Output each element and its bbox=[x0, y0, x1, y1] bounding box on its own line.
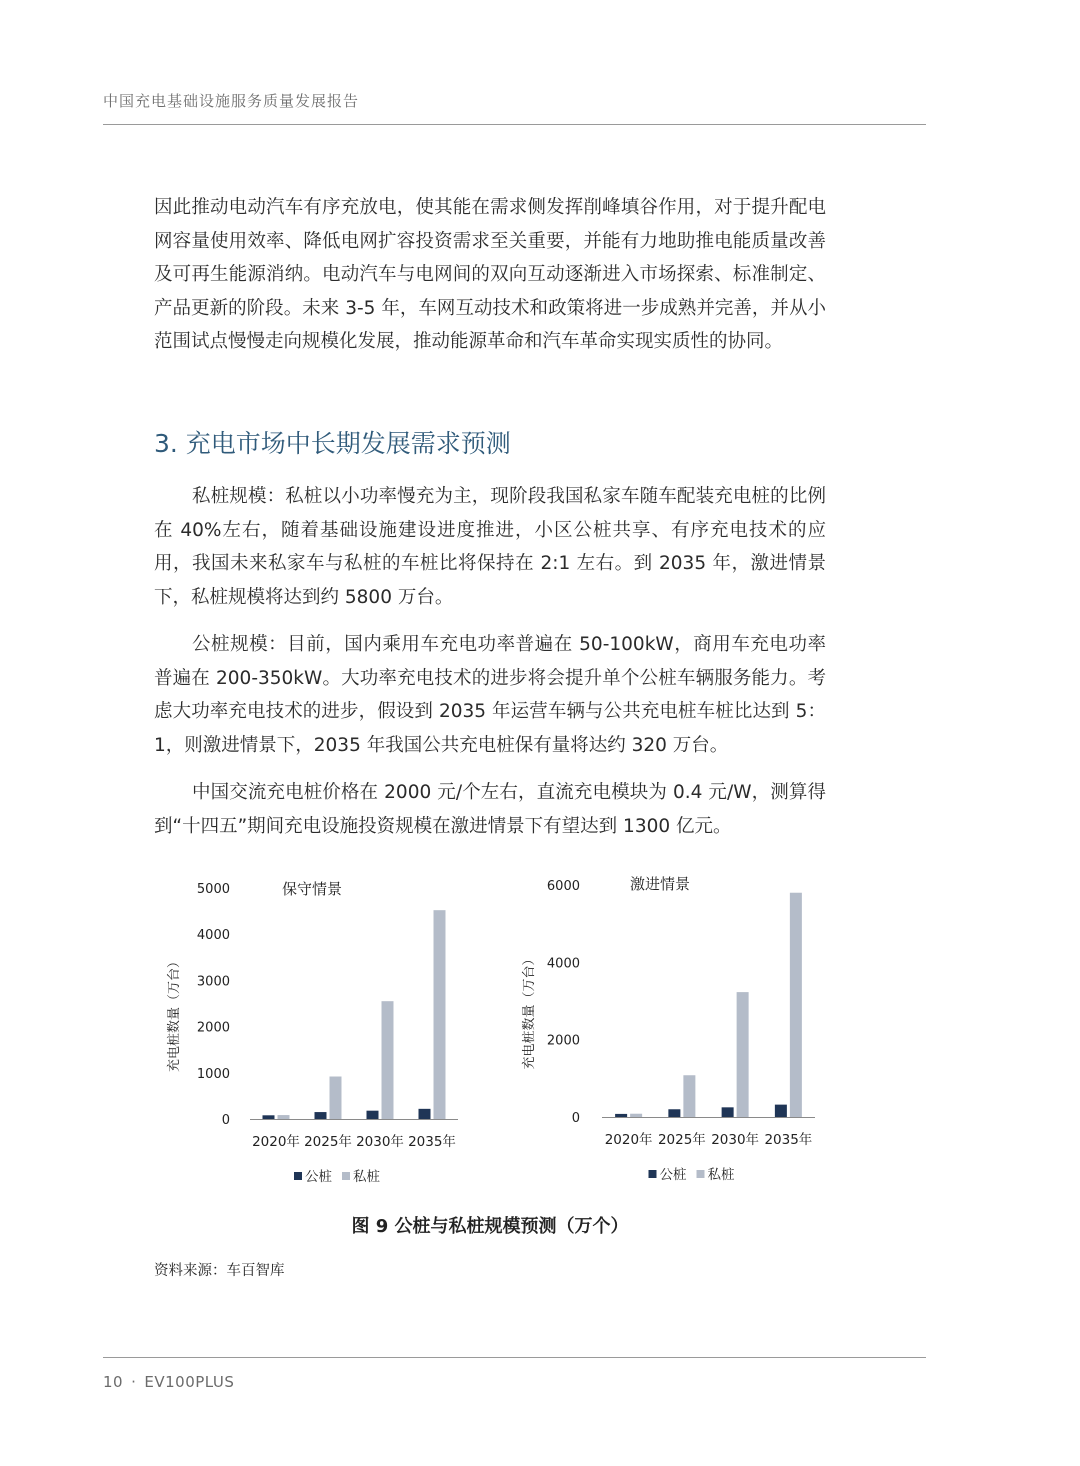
paragraph-intro: 因此推动电动汽车有序充放电，使其能在需求侧发挥削峰填谷作用，对于提升配电网容量使用效率、降低电网扩容投资需求至关重要，并能有力地助推电能质量改善及可再生能源消纳。电动汽车与电网间的双向互动逐渐进入市场探索、标准制定、产品更新的阶段。未来 3-5 年，车网互动技术和政策将进一步成熟并完善，并从小范围试点慢慢走向规模化发展，推动能源革命和汽车革命实现实质性的协同。 bbox=[154, 197, 826, 353]
x-tick-label: 2030年 bbox=[356, 1134, 404, 1150]
y-axis-label: 充电桩数量（万台） bbox=[167, 954, 182, 1073]
section-title: 3. 充电市场中长期发展需求预测 bbox=[154, 429, 511, 458]
bar-public-2 bbox=[315, 1112, 327, 1119]
footer bbox=[103, 1373, 234, 1391]
x-tick-label: 2025年 bbox=[657, 1132, 706, 1148]
x-tick-label: 2035年 bbox=[764, 1132, 813, 1148]
header-title: 中国充电基础设施服务质量发展报告 bbox=[103, 92, 360, 110]
bar-public-4 bbox=[419, 1109, 431, 1119]
legend-label: 公桩 bbox=[659, 1167, 687, 1183]
bar-private-1 bbox=[630, 1114, 642, 1117]
source-note: 资料来源：车百智库 bbox=[154, 1263, 285, 1279]
bar-public-2 bbox=[668, 1109, 680, 1117]
x-tick-label: 2025年 bbox=[304, 1134, 352, 1150]
paragraph-private-piles: 私桩规模：私桩以小功率慢充为主，现阶段我国私家车随车配装充电桩的比例在 40%左右，随着基础设施建设进度推进，小区公桩共享、有序充电技术的应用，我国未来私家车与私桩的车桩比将保持在 2:1 左右。到 2035 年，激进情景下，私桩规模将达到约 5800 万台。 bbox=[154, 486, 826, 608]
paragraph-public-piles: 公桩规模：目前，国内乘用车充电功率普遍在 50-100kW，商用车充电功率普遍在 200-350kW。大功率充电技术的进步将会提升单个公桩车辆服务能力。考虑大功率充电技术的进步，假设到 2035 年运营车辆与公共充电桩车桩比达到 5：1，则激进情景下，2035 年我国公共充电桩保有量将达约 320 万台。 bbox=[154, 634, 826, 756]
y-axis-label: 充电桩数量（万台） bbox=[522, 952, 537, 1070]
footer-divider bbox=[103, 1357, 926, 1358]
legend-swatch-private bbox=[697, 1170, 705, 1178]
legend-label: 私桩 bbox=[353, 1169, 380, 1185]
bar-public-3 bbox=[722, 1107, 734, 1117]
y-tick-label: 4000 bbox=[546, 956, 580, 972]
legend-label: 私桩 bbox=[707, 1167, 735, 1183]
chart-title: 保守情景 bbox=[282, 880, 343, 898]
y-tick-label: 0 bbox=[571, 1111, 580, 1126]
legend-label: 公桩 bbox=[305, 1169, 332, 1185]
bar-private-3 bbox=[737, 992, 749, 1117]
y-tick-label: 5000 bbox=[196, 882, 230, 897]
bar-private-2 bbox=[330, 1076, 342, 1119]
bar-private-2 bbox=[683, 1075, 695, 1117]
footer-separator: · bbox=[131, 1373, 137, 1391]
chart-conservative bbox=[150, 860, 480, 1200]
paragraph-investment: 中国交流充电桩价格在 2000 元/个左右，直流充电模块为 0.4 元/W，测算得到“十四五”期间充电设施投资规模在激进情景下有望达到 1300 亿元。 bbox=[154, 782, 826, 837]
bar-private-3 bbox=[382, 1001, 394, 1119]
legend-swatch-private bbox=[342, 1172, 350, 1180]
bar-public-1 bbox=[615, 1114, 627, 1117]
x-tick-label: 2035年 bbox=[408, 1134, 456, 1150]
y-tick-label: 0 bbox=[221, 1113, 230, 1128]
figure-caption: 图 9 公桩与私桩规模预测（万个） bbox=[351, 1216, 629, 1237]
header-divider bbox=[103, 124, 926, 125]
chart-aggressive bbox=[505, 860, 835, 1200]
bar-private-4 bbox=[434, 910, 446, 1119]
x-tick-label: 2020年 bbox=[604, 1132, 653, 1148]
y-tick-label: 2000 bbox=[546, 1033, 580, 1049]
y-tick-label: 6000 bbox=[546, 879, 580, 894]
bar-public-1 bbox=[263, 1115, 275, 1119]
bar-private-4 bbox=[790, 893, 802, 1117]
legend-swatch-public bbox=[294, 1172, 302, 1180]
y-tick-label: 1000 bbox=[196, 1066, 230, 1082]
bar-public-3 bbox=[367, 1111, 379, 1119]
bar-public-4 bbox=[775, 1105, 787, 1117]
x-tick-label: 2030年 bbox=[711, 1132, 760, 1148]
bar-private-1 bbox=[278, 1115, 290, 1119]
y-tick-label: 4000 bbox=[196, 928, 230, 944]
y-tick-label: 3000 bbox=[196, 974, 230, 990]
chart-title: 激进情景 bbox=[630, 875, 691, 893]
legend-swatch-public bbox=[649, 1170, 657, 1178]
footer-brand: EV100PLUS bbox=[144, 1373, 235, 1391]
page-number: 10 bbox=[103, 1373, 124, 1391]
x-tick-label: 2020年 bbox=[252, 1134, 300, 1150]
y-tick-label: 2000 bbox=[196, 1020, 230, 1036]
